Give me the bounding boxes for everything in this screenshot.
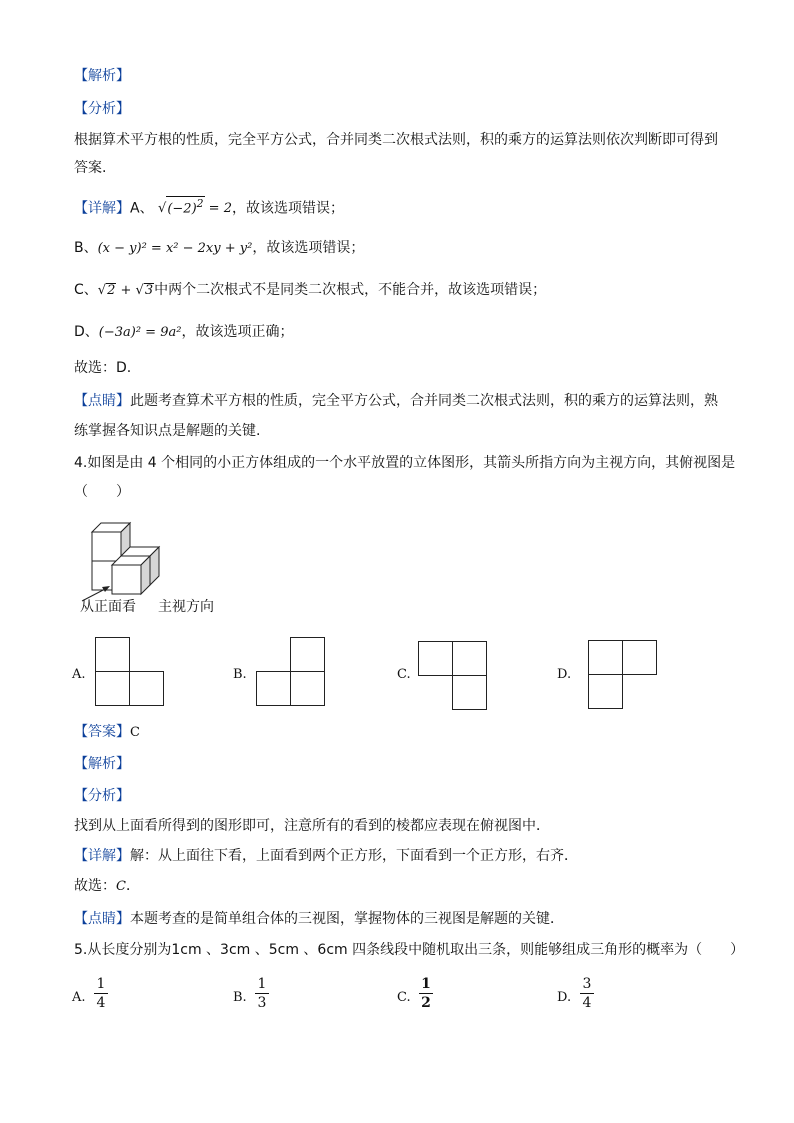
q4-figure-label-main: 主视方向 [158,599,214,615]
q5-option-d-label: D. [557,990,572,1005]
q3-detail-c-math: √2 + √3 [97,283,154,298]
q4-stem-line1: 4.如图是由 4 个相同的小正方体组成的一个水平放置的立体图形，其箭头所指方向为主视方向，其俯视图是 [74,455,736,471]
q4-detail-tag: 【详解】 [74,848,130,864]
q4-option-b-label: B. [233,667,247,682]
q3-detail-b: B、(x − y)² = x² − 2xy + y²，故该选项错误； [74,240,365,256]
q4-figure-label-front: 从正面看 [80,599,136,615]
q4-comment: 【点睛】本题考查的是简单组合体的三视图，掌握物体的三视图是解题的关键． [74,911,564,927]
q4-comment-tag: 【点睛】 [74,911,130,927]
q5-option-b-label: B. [233,990,247,1005]
q3-detail-a: 【详解】A、 $√(-2)^2 = 2$，故该选项错误； [74,197,344,217]
q3-fenxi-heading: 【分析】 [74,101,130,117]
q4-answer: 【答案】C [74,724,140,740]
q3-comment-tag: 【点睛】 [74,393,130,409]
q3-analysis-line1: 根据算术平方根的性质，完全平方公式，合并同类二次根式法则，积的乘方的运算法则依次判断即可得到 [74,132,718,148]
q4-fenxi-heading: 【分析】 [74,788,130,804]
q4-stem-line2: （ ） [74,484,130,500]
q4-option-c-label: C. [397,667,411,682]
q5-option-a-fraction: 1 4 [94,976,108,1011]
q4-option-d-label: D. [557,667,572,682]
q5-stem: 5.从长度分别为1cm 、3cm 、5cm 、6cm 四条线段中随机取出三条，则能够组成三角形的概率为（ ） [74,942,745,958]
q3-detail-tag: 【详解】 [74,200,130,217]
q5-option-c-label: C. [397,990,411,1005]
q4-option-a-label: A. [72,667,86,682]
q3-detail-d: D、(−3a)² = 9a²，故该选项正确； [74,324,294,340]
q3-comment-line2: 练掌握各知识点是解题的关键. [74,423,261,439]
q4-analysis: 找到从上面看所得到的图形即可，注意所有的看到的棱都应表现在俯视图中． [74,818,550,834]
q3-jiexi-heading: 【解析】 [74,68,130,84]
q4-jiexi-heading: 【解析】 [74,756,130,772]
q5-option-d-fraction: 3 4 [580,976,594,1011]
q3-detail-a-math: $√(-2)^2 = 2$ [158,197,232,217]
q4-detail: 【详解】解：从上面往下看，上面看到两个正方形，下面看到一个正方形，右齐． [74,848,578,864]
q4-choose: 故选：C． [74,878,140,894]
q5-option-a-label: A. [72,990,86,1005]
q3-choose: 故选：D. [74,360,132,376]
q5-option-b-fraction: 1 3 [255,976,269,1011]
q5-option-c-fraction: 1 2 [419,976,433,1011]
q3-comment-line1: 【点睛】此题考查算术平方根的性质，完全平方公式，合并同类二次根式法则，积的乘方的运算法则，熟 [74,393,718,409]
q3-detail-c: C、√2 + √3中两个二次根式不是同类二次根式，不能合并，故该选项错误； [74,282,547,298]
q3-analysis-line2: 答案. [74,160,107,176]
q3-detail-b-math: (x − y)² = x² − 2xy + y² [97,241,253,256]
q4-cube-figure [74,515,224,605]
q4-answer-tag: 【答案】 [74,724,130,740]
q3-detail-d-math: (−3a)² = 9a² [98,325,182,340]
